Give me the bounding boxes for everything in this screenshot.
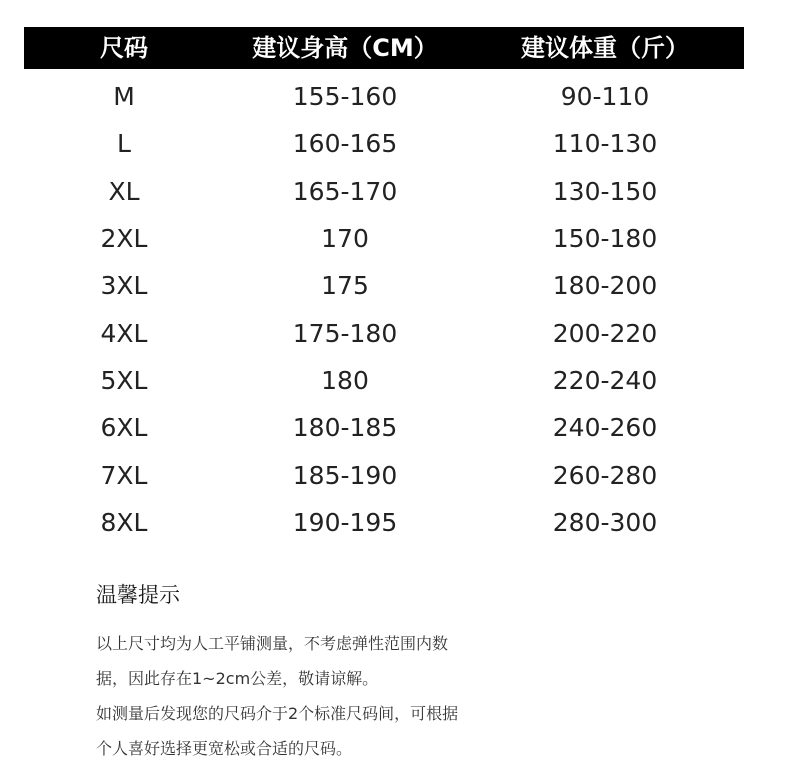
height-cell: 180	[321, 365, 369, 395]
size-cell: 8XL	[100, 507, 148, 537]
tips-line: 据，因此存在1~2cm公差，敬请谅解。	[96, 669, 379, 688]
size-cell: 2XL	[100, 224, 148, 254]
weight-cell: 280-300	[552, 507, 658, 537]
weight-cell: 130-150	[552, 176, 658, 206]
height-cell: 180-185	[292, 413, 398, 443]
tips-title: 温馨提示	[96, 583, 180, 607]
table-row	[24, 73, 744, 120]
weight-cell: 110-130	[552, 129, 658, 159]
height-cell: 155-160	[292, 82, 398, 112]
size-cell: 6XL	[100, 413, 148, 443]
weight-cell: 260-280	[552, 460, 658, 490]
header-height: 建议身高（CM）	[252, 34, 438, 62]
table-row	[24, 215, 744, 262]
tips-line: 个人喜好选择更宽松或合适的尺码。	[96, 739, 353, 758]
height-cell: 160-165	[292, 129, 398, 159]
header-size: 尺码	[100, 34, 148, 62]
weight-cell: 200-220	[552, 318, 658, 348]
table-header	[24, 27, 744, 69]
size-chart-table	[24, 27, 744, 546]
weight-cell: 240-260	[552, 413, 658, 443]
table-row	[24, 404, 744, 451]
size-cell: 4XL	[100, 318, 148, 348]
height-cell: 175	[321, 271, 369, 301]
tips-line: 以上尺寸均为人工平铺测量，不考虑弹性范围内数	[96, 634, 449, 653]
header-weight: 建议体重（斤）	[521, 34, 689, 62]
height-cell: 165-170	[292, 176, 398, 206]
height-cell: 185-190	[292, 460, 398, 490]
size-cell: M	[113, 82, 135, 112]
weight-cell: 150-180	[552, 224, 658, 254]
tips-section	[96, 578, 736, 766]
size-cell: XL	[108, 176, 140, 206]
size-cell: 7XL	[100, 460, 148, 490]
height-cell: 170	[321, 224, 369, 254]
weight-cell: 180-200	[552, 271, 658, 301]
table-row	[24, 357, 744, 404]
tips-line: 如测量后发现您的尺码介于2个标准尺码间，可根据	[96, 704, 459, 723]
weight-cell: 220-240	[552, 365, 658, 395]
height-cell: 190-195	[292, 507, 398, 537]
table-row	[24, 309, 744, 356]
table-row	[24, 168, 744, 215]
table-row	[24, 451, 744, 498]
table-row	[24, 499, 744, 546]
size-cell: 5XL	[100, 365, 148, 395]
size-cell: 3XL	[100, 271, 148, 301]
table-row	[24, 120, 744, 167]
table-row	[24, 262, 744, 309]
height-cell: 175-180	[292, 318, 398, 348]
size-cell: L	[117, 129, 131, 159]
table-body	[24, 73, 744, 546]
weight-cell: 90-110	[560, 82, 650, 112]
